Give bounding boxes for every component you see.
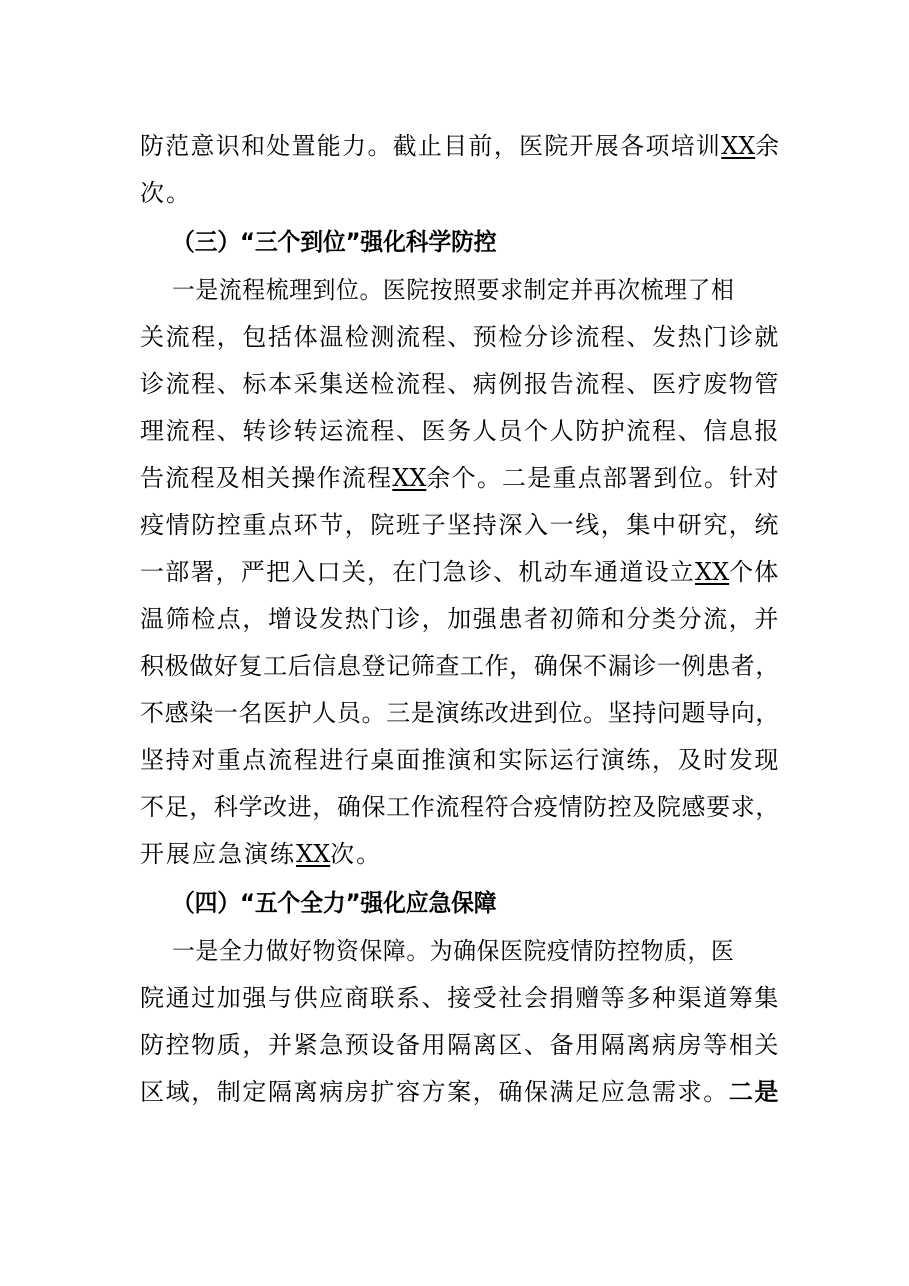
text-line	[140, 1027, 780, 1063]
text-run: 温筛检点，增设发热门诊，加强患者初筛和分类分流，并	[140, 605, 780, 633]
text-line	[140, 507, 780, 543]
text-run: 关流程，包括体温检测流程、预检分诊流程、发热门诊就	[140, 323, 780, 351]
text-line	[140, 695, 780, 731]
text-run: 理流程、转诊转运流程、医务人员个人防护流程、信息报	[140, 417, 780, 445]
text-line	[140, 836, 780, 872]
text-line	[140, 601, 780, 637]
text-line	[140, 413, 780, 449]
text-run: 坚持对重点流程进行桌面推演和实际运行演练，及时发现	[140, 746, 780, 774]
placeholder-xx: XX	[721, 132, 756, 160]
text-run: 告流程及相关操作流程	[140, 464, 393, 492]
section-heading: （三）“三个到位”强化科学防控	[172, 228, 497, 256]
placeholder-xx: XX	[695, 558, 730, 586]
text-line	[140, 554, 778, 590]
text-line	[140, 128, 781, 164]
text-line	[140, 175, 780, 211]
placeholder-xx: XX	[296, 840, 331, 868]
text-run: 开展应急演练	[140, 840, 296, 868]
text-run: 次。	[330, 840, 383, 868]
text-line	[140, 366, 780, 402]
placeholder-xx: XX	[392, 464, 427, 492]
text-run: 个体	[729, 558, 780, 586]
text-run: 余	[755, 132, 781, 160]
text-line	[172, 933, 780, 969]
text-line	[140, 980, 780, 1016]
bold-run: 二是	[728, 1078, 781, 1106]
text-line	[140, 742, 780, 778]
text-run: 不足，科学改进，确保工作流程符合疫情防控及院感要求，	[140, 793, 780, 821]
text-run: 诊流程、标本采集送检流程、病例报告流程、医疗废物管	[140, 370, 780, 398]
text-run: 不感染一名医护人员。三是演练改进到位。坚持问题导向，	[140, 699, 780, 727]
text-run: 疫情防控重点环节，院班子坚持深入一线，集中研究，统	[140, 511, 780, 539]
text-run: 次。	[140, 179, 192, 207]
text-run: 防控物质，并紧急预设备用隔离区、备用隔离病房等相关	[140, 1031, 780, 1059]
text-run: 一是流程梳理到位。医院按照要求制定并再次梳理了相	[172, 276, 735, 304]
text-run: 区域，制定隔离病房扩容方案，确保满足应急需求。	[140, 1078, 729, 1106]
text-run: 防范意识和处置能力。截止目前，医院开展各项培训	[140, 132, 722, 160]
text-line	[140, 460, 778, 496]
text-run: 积极做好复工后信息登记筛查工作，确保不漏诊一例患者，	[140, 652, 780, 680]
text-run: 院通过加强与供应商联系、接受社会捐赠等多种渠道筹集	[140, 984, 780, 1012]
text-line	[140, 1074, 780, 1110]
text-line	[140, 648, 780, 684]
text-run: 一是全力做好物资保障。为确保医院疫情防控物质，医	[172, 937, 735, 965]
text-line	[172, 272, 780, 308]
text-run: 余个。二是重点部署到位。针对	[426, 464, 780, 492]
text-line	[140, 789, 780, 825]
text-run: 一部署，严把入口关，在门急诊、机动车通道设立	[140, 558, 696, 586]
section-heading: （四）“五个全力”强化应急保障	[172, 889, 497, 917]
text-line	[140, 319, 780, 355]
